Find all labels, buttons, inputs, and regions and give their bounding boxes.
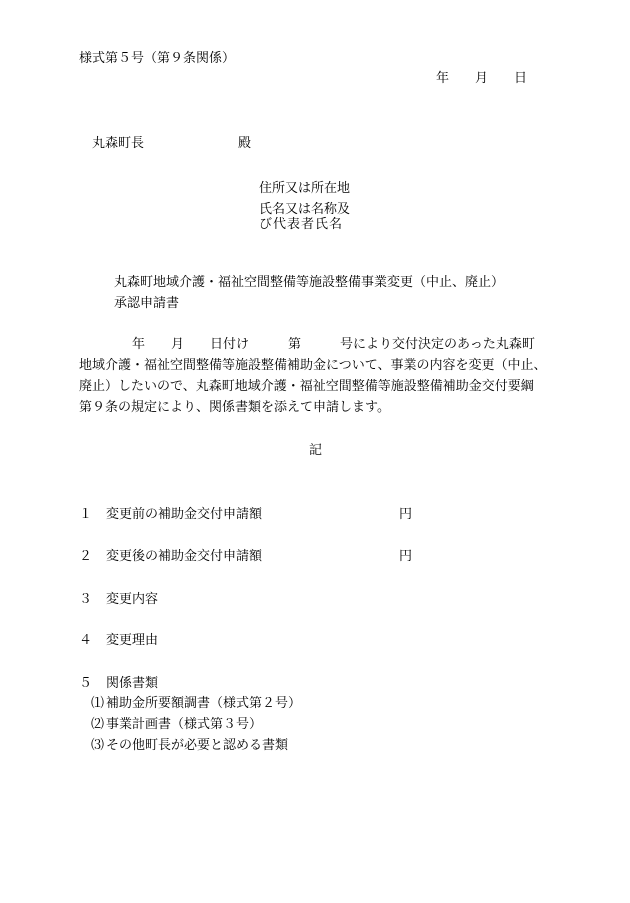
applicant-name-label-1: 氏名又は名称及	[259, 202, 351, 217]
body-line-4: 第９条の規定により、関係書類を添えて申請します。	[79, 400, 390, 415]
body-line-2: 地域介護・福祉空間整備等施設整備補助金について、事業の内容を変更（中止、	[79, 358, 547, 373]
form-number: 様式第５号（第９条関係）	[79, 51, 236, 66]
document-1-label: 補助金所要額調書（様式第２号）	[106, 696, 302, 711]
applicant-name-label-2: び代表者氏名	[259, 217, 344, 232]
item-2-unit: 円	[399, 549, 413, 564]
record-heading: 記	[309, 443, 323, 458]
document-1-number: ⑴	[91, 696, 105, 711]
item-4-label: 変更理由	[106, 633, 159, 648]
document-3-label: その他町長が必要と認める書類	[106, 738, 289, 753]
item-2-label: 変更後の補助金交付申請額	[106, 549, 263, 564]
item-3-number: ３	[79, 592, 93, 607]
addressee-title: 丸森町長	[92, 136, 145, 151]
document-2-number: ⑵	[91, 717, 105, 732]
date-line: 年 月 日	[436, 71, 528, 86]
document-title-line-1: 丸森町地域介護・福祉空間整備等施設整備事業変更（中止、廃止）	[114, 275, 505, 290]
addressee-honorific: 殿	[238, 136, 252, 151]
item-4-number: ４	[79, 633, 93, 648]
document-3-number: ⑶	[91, 738, 105, 753]
body-line-1: 年 月 日付け 第 号により交付決定のあった丸森町	[132, 337, 535, 352]
item-1-number: １	[79, 507, 93, 522]
document-2-label: 事業計画書（様式第３号）	[106, 717, 263, 732]
item-3-label: 変更内容	[106, 592, 159, 607]
item-5-label: 関係書類	[106, 676, 159, 691]
item-5-number: ５	[79, 676, 93, 691]
item-1-unit: 円	[399, 507, 413, 522]
body-line-3: 廃止）したいので、丸森町地域介護・福祉空間整備等施設整備補助金交付要綱	[79, 379, 534, 394]
document-title-line-2: 承認申請書	[114, 296, 180, 311]
item-1-label: 変更前の補助金交付申請額	[106, 507, 263, 522]
applicant-address-label: 住所又は所在地	[259, 181, 351, 196]
item-2-number: ２	[79, 549, 93, 564]
